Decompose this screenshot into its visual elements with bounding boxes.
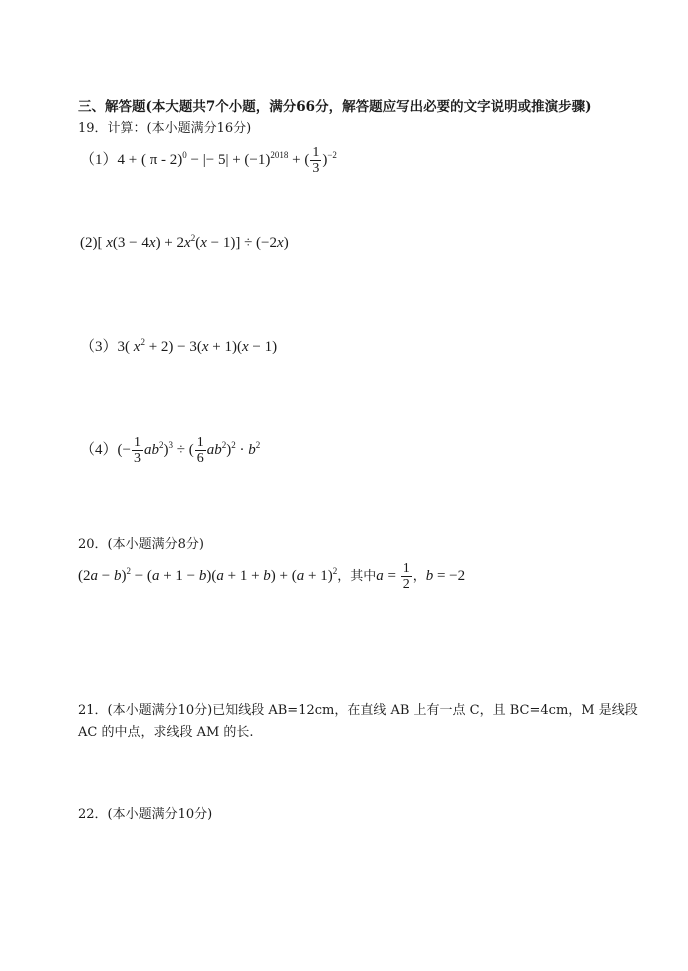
section-heading: 三、解答题(本大题共7个小题，满分66分，解答题应写出必要的文字说明或推演步骤) — [78, 99, 592, 115]
q21-line1: 21．(本小题满分10分)已知线段 AB=12cm，在直线 AB 上有一点 C，且 BC=4cm，M 是线段 — [78, 703, 638, 718]
q19-part2: (2)[ $x(3 - 4x) + 2x^2(x - 1)] \div (-2x)$ — [80, 233, 289, 251]
q20-where: ，其中 — [337, 569, 377, 584]
q19-part1-label: （1） — [80, 152, 118, 168]
q19-part4: （4）(− $\frac{1}{3}$ $ab^2)^3$ ÷ ( $\frac{1}{6}$ $ab^2)^2 \cdot b^2$ — [80, 435, 261, 467]
q22-title: 22．(本小题满分10分) — [78, 807, 213, 822]
q19-part3: （3）3( $x^2 + 2) - 3(x + 1)(x - 1)$ — [80, 337, 278, 355]
q20-expression: $(2a - b)^2 - (a + 1 - b)(a + 1 + b) + (a + 1)^2$，其中a = $\frac{1}{2}$ ，b = −2 — [78, 561, 466, 593]
q19-part1: （1）4 + ( π - 2)$^0$ − |− $5| + (-1)^{2018}$ + ( $\frac{1}{3}$ )$^{-2}$ — [80, 145, 337, 177]
q19-part4-label: （4） — [80, 442, 118, 458]
fraction-one-third: $\frac{1}{3}$ — [133, 435, 141, 467]
q20-title: 20．(本小题满分8分) — [78, 537, 204, 552]
fraction-one-half: $\frac{1}{2}$ — [402, 561, 410, 593]
exp-2018: 2018 — [270, 150, 289, 160]
q19-part2-label: (2) — [80, 235, 98, 251]
q21-line2: AC 的中点，求线段 AM 的长. — [78, 725, 254, 740]
exp-zero: 0 — [182, 150, 187, 160]
q19-part3-label: （3） — [80, 339, 118, 355]
exp-neg2: −2 — [327, 150, 337, 160]
q19-title: 19．计算：(本小题满分16分) — [78, 121, 252, 136]
fraction-one-sixth: $\frac{1}{6}$ — [196, 435, 204, 467]
fraction-one-third: $\frac{1}{3}$ — [312, 145, 320, 177]
q20-b-value: = −2 — [436, 568, 466, 584]
